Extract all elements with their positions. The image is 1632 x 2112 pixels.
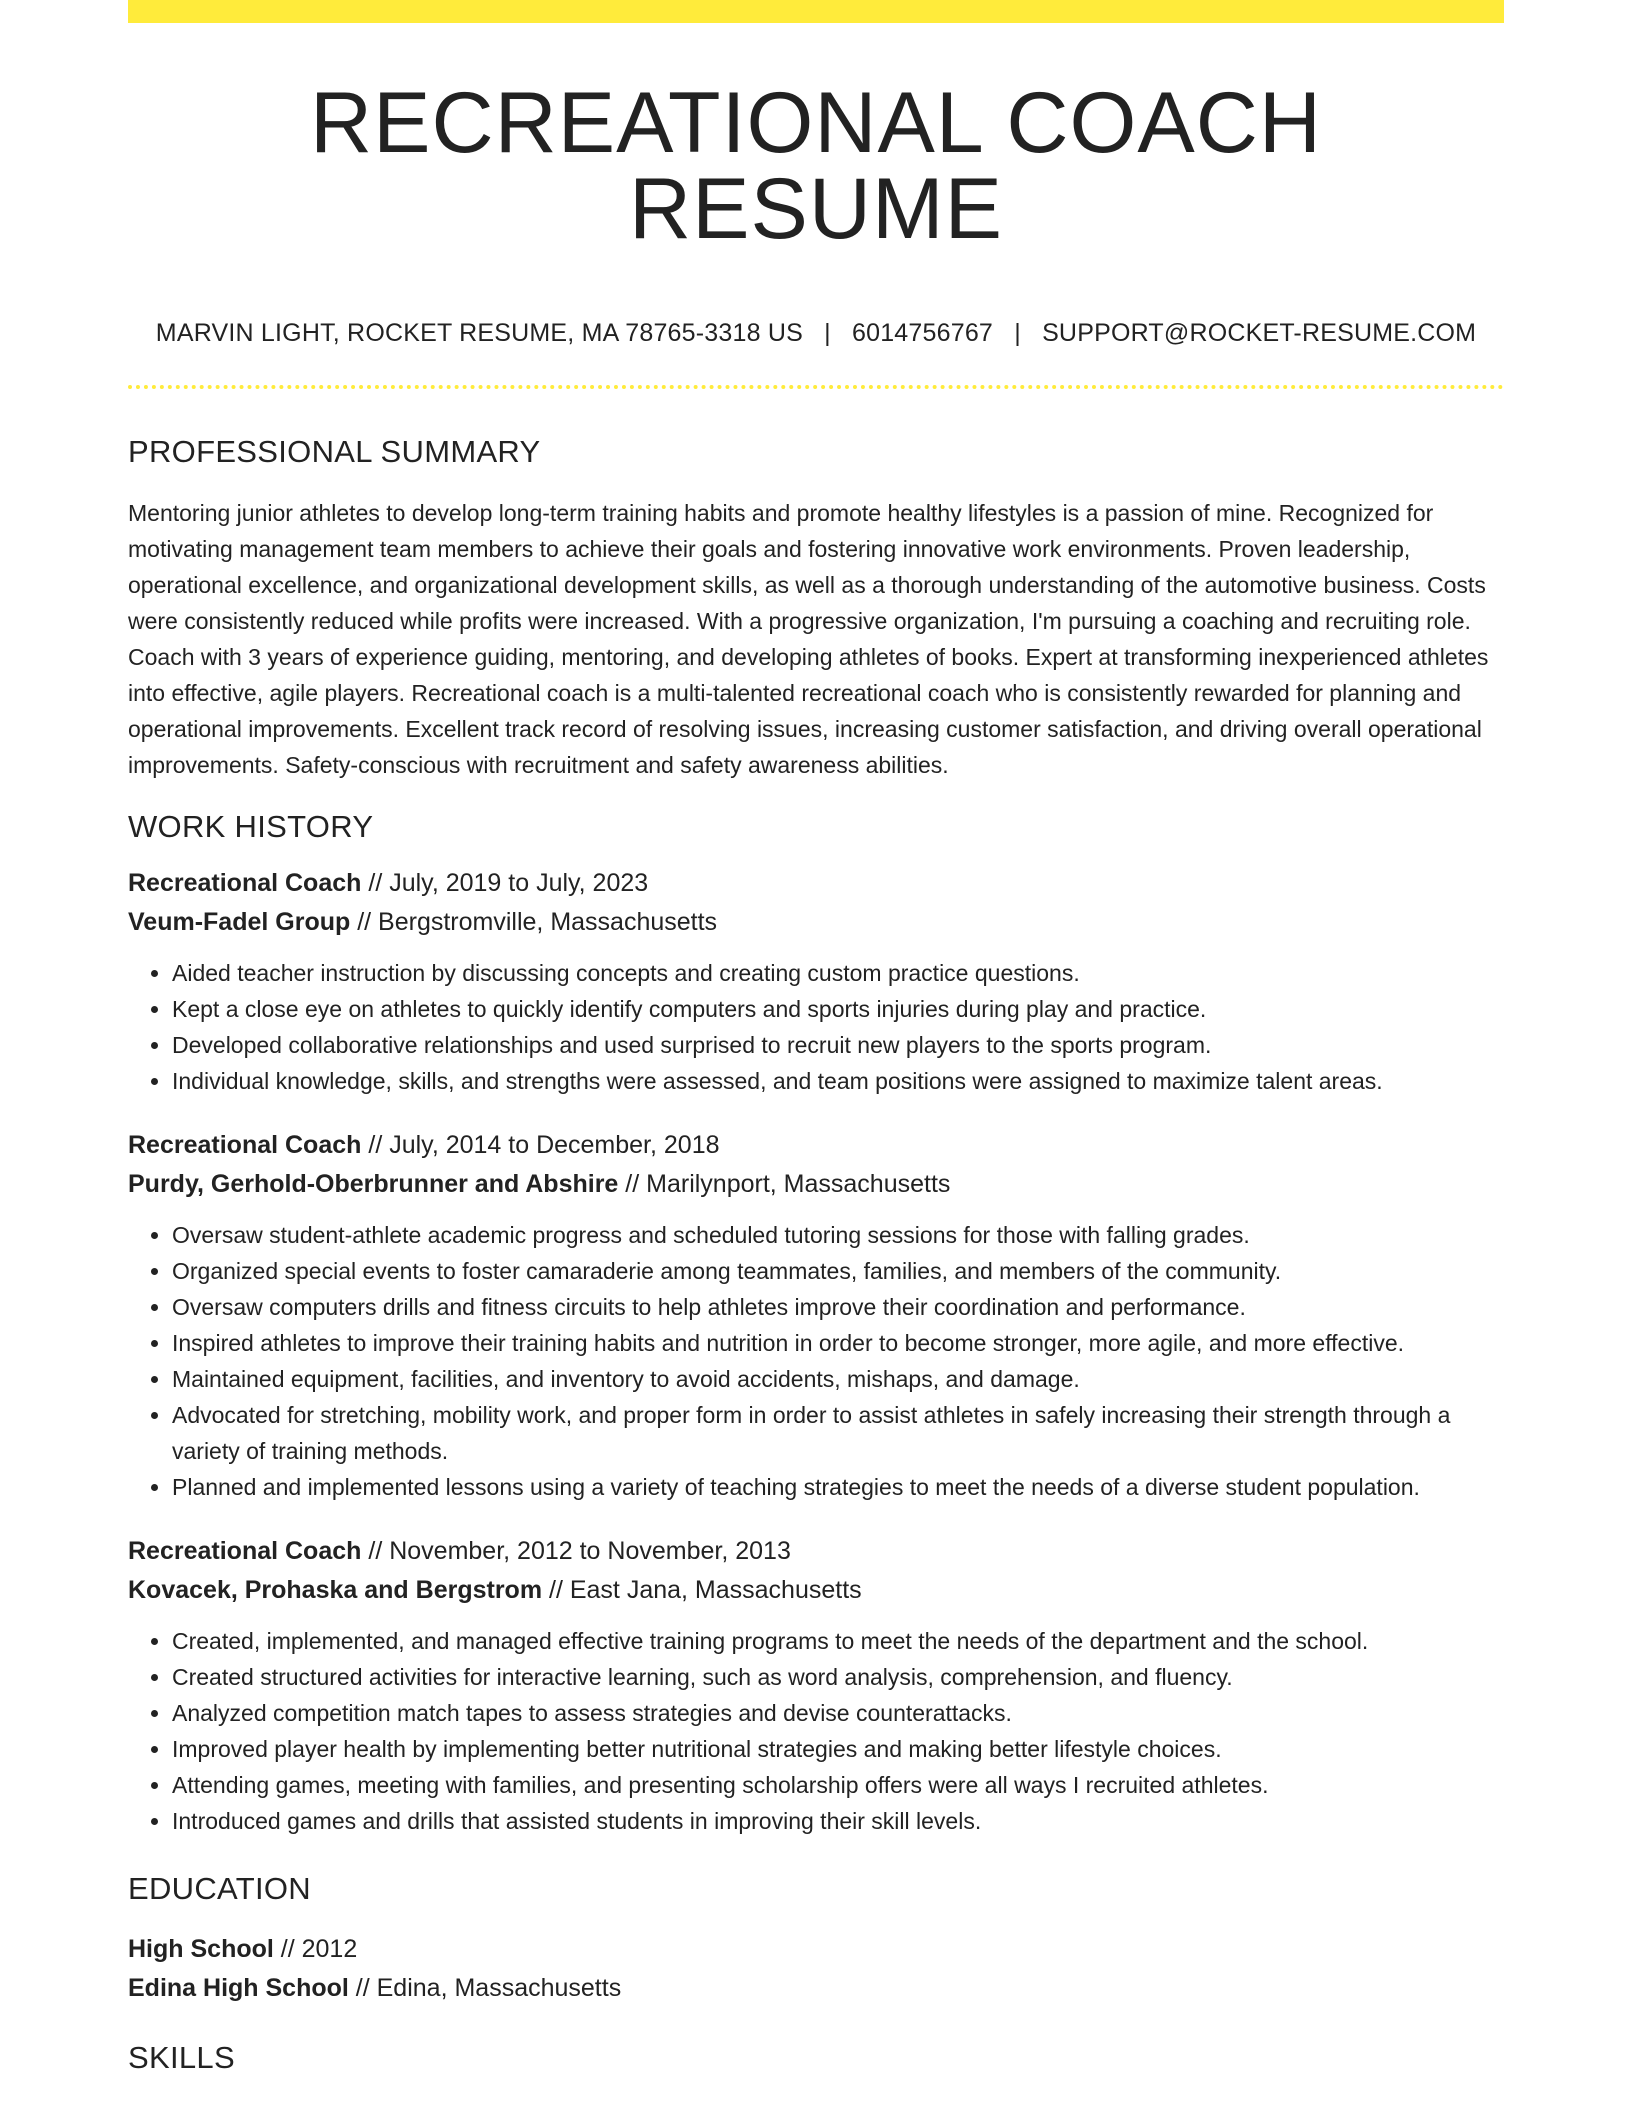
list-item: • Created, implemented, and managed effective training programs to meet the needs of the department and the school. xyxy=(172,1623,1504,1659)
job-bullets xyxy=(128,955,1504,1099)
job-title-line xyxy=(128,864,1504,903)
job-location: // Bergstromville, Massachusetts xyxy=(357,908,718,936)
job-dates: // July, 2014 to December, 2018 xyxy=(368,1131,720,1159)
job-location: // East Jana, Massachusetts xyxy=(549,1576,862,1604)
summary-text: Mentoring junior athletes to develop long-term training habits and promote healthy lifestyles is a passion of mine. Recognized for motivating management team members to achieve their goals and fostering innovative work environments. Proven leadership, operational excellence, and organizational development skills, as well as a thorough understanding of the automotive business. Costs were consistently reduced while profits were increased. With a progressive organization, I'm pursuing a coaching and recruiting role. Coach with 3 years of experience guiding, mentoring, and developing athletes of books. Expert at transforming inexperienced athletes into effective, agile players. Recreational coach is a multi-talented recreational coach who is consistently rewarded for planning and operational improvements. Excellent track record of resolving issues, increasing customer satisfaction, and driving overall operational improvements. Safety-conscious with recruitment and safety awareness abilities. xyxy=(128,500,1489,778)
resume-title: RECREATIONAL COACH RESUME xyxy=(310,75,1322,257)
contact-email: SUPPORT@ROCKET-RESUME.COM xyxy=(1042,319,1477,347)
contact-line xyxy=(128,321,1504,346)
resume-page xyxy=(128,0,1504,2112)
job-entry xyxy=(128,1532,1504,1839)
job-title: Recreational Coach xyxy=(128,1537,362,1565)
list-item: • Analyzed competition match tapes to assess strategies and devise counterattacks. xyxy=(172,1695,1504,1731)
education-location: // Edina, Massachusetts xyxy=(355,1974,622,2002)
list-item: • Individual knowledge, skills, and strengths were assessed, and team positions were assigned to maximize talent areas. xyxy=(172,1063,1504,1099)
list-item: • Planned and implemented lessons using a variety of teaching strategies to meet the needs of a diverse student population. xyxy=(172,1469,1504,1505)
education-school: Edina High School xyxy=(128,1974,349,2002)
list-item: • Oversaw computers drills and fitness circuits to help athletes improve their coordination and performance. xyxy=(172,1289,1504,1325)
list-item: • Advocated for stretching, mobility work, and proper form in order to assist athletes in safely increasing their strength through a variety of training methods. xyxy=(172,1397,1504,1469)
list-item: • Developed collaborative relationships and used surprised to recruit new players to the sports program. xyxy=(172,1027,1504,1063)
job-location: // Marilynport, Massachusetts xyxy=(625,1170,951,1198)
list-item: • Maintained equipment, facilities, and inventory to avoid accidents, mishaps, and damage. xyxy=(172,1361,1504,1397)
job-company-line xyxy=(128,903,1504,942)
job-company: Purdy, Gerhold-Oberbrunner and Abshire xyxy=(128,1170,619,1198)
list-item: • Attending games, meeting with families, and presenting scholarship offers were all ways I recruited athletes. xyxy=(172,1767,1504,1803)
contact-phone: 6014756767 xyxy=(852,319,994,347)
dotted-divider xyxy=(128,385,1504,389)
job-bullets xyxy=(128,1623,1504,1839)
job-company: Kovacek, Prohaska and Bergstrom xyxy=(128,1576,543,1604)
work-history-heading: WORK HISTORY xyxy=(128,809,374,844)
education-year: // 2012 xyxy=(280,1935,358,1963)
job-title-line xyxy=(128,1532,1504,1571)
education-heading: EDUCATION xyxy=(128,1871,311,1906)
job-dates: // July, 2019 to July, 2023 xyxy=(368,869,649,897)
job-title-line xyxy=(128,1126,1504,1165)
job-title: Recreational Coach xyxy=(128,1131,362,1159)
contact-separator: | xyxy=(1014,319,1021,347)
job-company: Veum-Fadel Group xyxy=(128,908,351,936)
list-item: • Inspired athletes to improve their training habits and nutrition in order to become stronger, more agile, and more effective. xyxy=(172,1325,1504,1361)
list-item: • Organized special events to foster camaraderie among teammates, families, and members of the community. xyxy=(172,1253,1504,1289)
job-title: Recreational Coach xyxy=(128,869,362,897)
contact-separator: | xyxy=(824,319,831,347)
list-item: • Aided teacher instruction by discussing concepts and creating custom practice questions. xyxy=(172,955,1504,991)
education-school-line xyxy=(128,1969,1504,2008)
top-accent-bar xyxy=(128,0,1504,23)
summary-heading: PROFESSIONAL SUMMARY xyxy=(128,434,541,469)
list-item: • Improved player health by implementing better nutritional strategies and making better lifestyle choices. xyxy=(172,1731,1504,1767)
contact-address: MARVIN LIGHT, ROCKET RESUME, MA 78765-3318 US xyxy=(155,319,803,347)
list-item: • Kept a close eye on athletes to quickly identify computers and sports injuries during play and practice. xyxy=(172,991,1504,1027)
job-entry xyxy=(128,864,1504,1099)
job-company-line xyxy=(128,1165,1504,1204)
job-company-line xyxy=(128,1571,1504,1610)
job-entry xyxy=(128,1126,1504,1505)
list-item: • Oversaw student-athlete academic progress and scheduled tutoring sessions for those with falling grades. xyxy=(172,1217,1504,1253)
skills-heading: SKILLS xyxy=(128,2040,235,2075)
job-bullets xyxy=(128,1217,1504,1505)
list-item: • Introduced games and drills that assisted students in improving their skill levels. xyxy=(172,1803,1504,1839)
education-degree: High School xyxy=(128,1935,274,1963)
education-entry xyxy=(128,1930,1504,2008)
job-dates: // November, 2012 to November, 2013 xyxy=(368,1537,791,1565)
list-item: • Created structured activities for interactive learning, such as word analysis, comprehension, and fluency. xyxy=(172,1659,1504,1695)
education-degree-line xyxy=(128,1930,1504,1969)
